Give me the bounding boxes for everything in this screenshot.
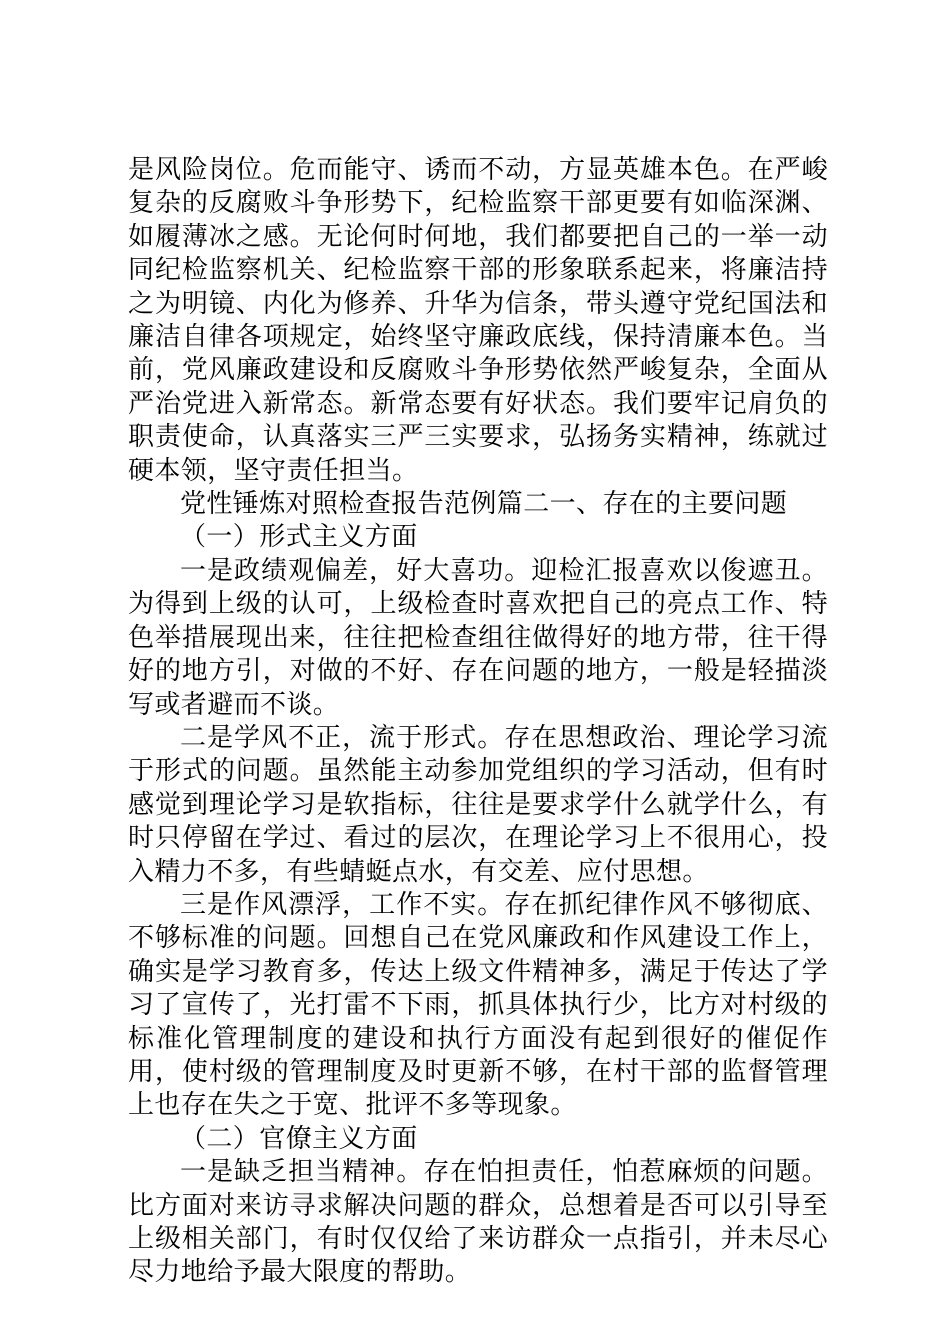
document-body bbox=[128, 154, 828, 1290]
paragraph-point-1: 一是政绩观偏差，好大喜功。迎检汇报喜欢以俊遮丑。为得到上级的认可，上级检查时喜欢把自己的亮点工作、特色举措展现出来，往往把检查组往做得好的地方带，往干得好的地方引，对做的不好、存在问题的地方，一般是轻描淡写或者避而不谈。 bbox=[128, 555, 828, 720]
paragraph-continuation: 是风险岗位。危而能守、诱而不动，方显英雄本色。在严峻复杂的反腐败斗争形势下，纪检监察干部更要有如临深渊、如履薄冰之感。无论何时何地，我们都要把自己的一举一动同纪检监察机关、纪检监察干部的形象联系起来，将廉洁持之为明镜、内化为修养、升华为信条，带头遵守党纪国法和廉洁自律各项规定，始终坚守廉政底线，保持清廉本色。当前，党风廉政建设和反腐败斗争形势依然严峻复杂，全面从严治党进入新常态。新常态要有好状态。我们要牢记肩负的职责使命，认真落实三严三实要求，弘扬务实精神，练就过硬本领，坚守责任担当。 bbox=[128, 155, 828, 486]
subheading-formalism: （一）形式主义方面 bbox=[180, 522, 418, 553]
paragraph-point-3: 三是作风漂浮，工作不实。存在抓纪律作风不够彻底、不够标准的问题。回想自己在党风廉政和作风建设工作上，确实是学习教育多，传达上级文件精神多，满足于传达了学习了宣传了，光打雷不下雨，抓具体执行少，比方对村级的标准化管理制度的建设和执行方面没有起到很好的催促作用，使村级的管理制度及时更新不够，在村干部的监督管理上也存在失之于宽、批评不多等现象。 bbox=[128, 889, 828, 1121]
section-title: 党性锤炼对照检查报告范例篇二一、存在的主要问题 bbox=[180, 489, 788, 520]
paragraph-point-2: 二是学风不正，流于形式。存在思想政治、理论学习流于形式的问题。虽然能主动参加党组织的学习活动，但有时感觉到理论学习是软指标，往往是要求学什么就学什么，有时只停留在学过、看过的层次，在理论学习上不很用心，投入精力不多，有些蜻蜓点水，有交差、应付思想。 bbox=[128, 722, 828, 887]
subheading-bureaucratism: （二）官僚主义方面 bbox=[180, 1123, 418, 1154]
paragraph-point-4: 一是缺乏担当精神。存在怕担责任，怕惹麻烦的问题。比方面对来访寻求解决问题的群众，总想着是否可以引导至上级相关部门，有时仅仅给了来访群众一点指引，并未尽心尽力地给予最大限度的帮助。 bbox=[128, 1157, 828, 1288]
